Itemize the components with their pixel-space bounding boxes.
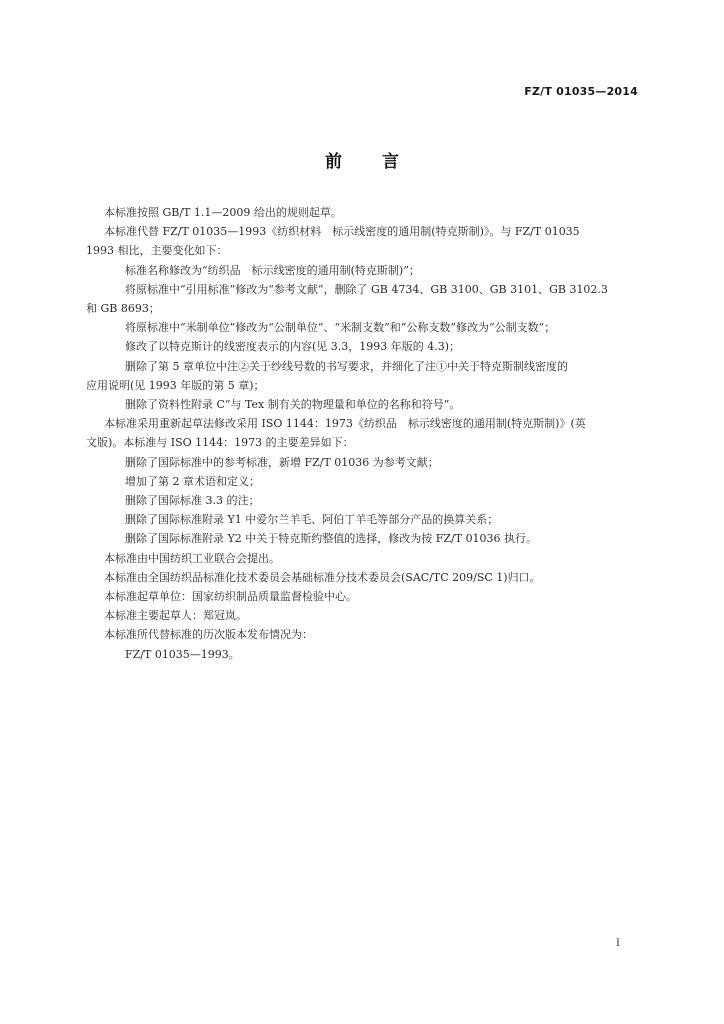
- difference-item-definitions: 增加了第 2 章术语和定义；: [125, 474, 260, 488]
- difference-item-references: 删除了国际标准中的参考标准，新增 FZ/T 01036 为参考文献；: [125, 455, 439, 469]
- title-char-2: 言: [382, 152, 399, 172]
- paragraph-proposed-by: 本标准由中国纺织工业联合会提出。: [104, 551, 280, 565]
- edition-history-item: FZ/T 01035—1993。: [125, 647, 240, 661]
- change-item-notes-line-1: 删除了第 5 章单位中注②关于纱线号数的书写要求，并细化了注①中关于特克斯制线密度的: [125, 359, 568, 373]
- page-number: I: [616, 938, 620, 949]
- paragraph-under-jurisdiction: 本标准由全国纺织品标准化技术委员会基础标准分技术委员会(SAC/TC 209/SC 1)归口。: [104, 570, 541, 584]
- paragraph-main-drafters: 本标准主要起草人：郑冠岚。: [104, 609, 247, 623]
- document-code: FZ/T 01035—2014: [524, 85, 638, 98]
- change-item-tex-notation: 修改了以特克斯计的线密度表示的内容(见 3.3，1993 年版的 4.3)；: [125, 340, 461, 354]
- paragraph-iso-adoption-line-2: 文版)。本标准与 ISO 1144：1973 的主要差异如下：: [86, 436, 354, 450]
- difference-item-annex-y2: 删除了国际标准附录 Y2 中关于特克斯约整值的选择，修改为按 FZ/T 01036 执行。: [125, 532, 538, 546]
- paragraph-iso-adoption-line-1: 本标准采用重新起草法修改采用 ISO 1144：1973《纺织品 标示线密度的通用制(特克斯制)》(英: [104, 417, 586, 431]
- change-item-references-line-2: 和 GB 8693；: [86, 302, 160, 316]
- title-char-1: 前: [325, 152, 342, 172]
- change-item-annex-c: 删除了资料性附录 C“与 Tex 制有关的物理量和单位的名称和符号”。: [125, 398, 461, 412]
- difference-item-annex-y1: 删除了国际标准附录 Y1 中爱尔兰羊毛、阿伯丁羊毛等部分产品的换算关系；: [125, 513, 499, 527]
- paragraph-edition-history: 本标准所代替标准的历次版本发布情况为：: [104, 628, 313, 642]
- page-title: [0, 147, 724, 172]
- difference-item-note-3-3: 删除了国际标准 3.3 的注；: [125, 494, 260, 508]
- change-item-name: 标准名称修改为“纺织品 标示线密度的通用制(特克斯制)”；: [125, 263, 420, 277]
- change-item-units: 将原标准中“米制单位”修改为“公制单位”、“米制支数”和“公称支数”修改为“公制支数”；: [125, 321, 556, 335]
- change-item-references-line-1: 将原标准中“引用标准”修改为“参考文献”，删除了 GB 4734、GB 3100、GB 3101、GB 3102.3: [125, 282, 608, 296]
- foreword-body: [86, 203, 638, 664]
- paragraph-replaces-line-1: 本标准代替 FZ/T 01035—1993《纺织材料 标示线密度的通用制(特克斯制)》。与 FZ/T 01035: [104, 225, 580, 239]
- paragraph-drafting-unit: 本标准起草单位：国家纺织制品质量监督检验中心。: [104, 590, 357, 604]
- change-item-notes-line-2: 应用说明(见 1993 年版的第 5 章)；: [86, 378, 265, 392]
- paragraph-drafting-rules: 本标准按照 GB/T 1.1—2009 给出的规则起草。: [104, 206, 342, 219]
- paragraph-replaces-line-2: 1993 相比，主要变化如下：: [86, 244, 228, 258]
